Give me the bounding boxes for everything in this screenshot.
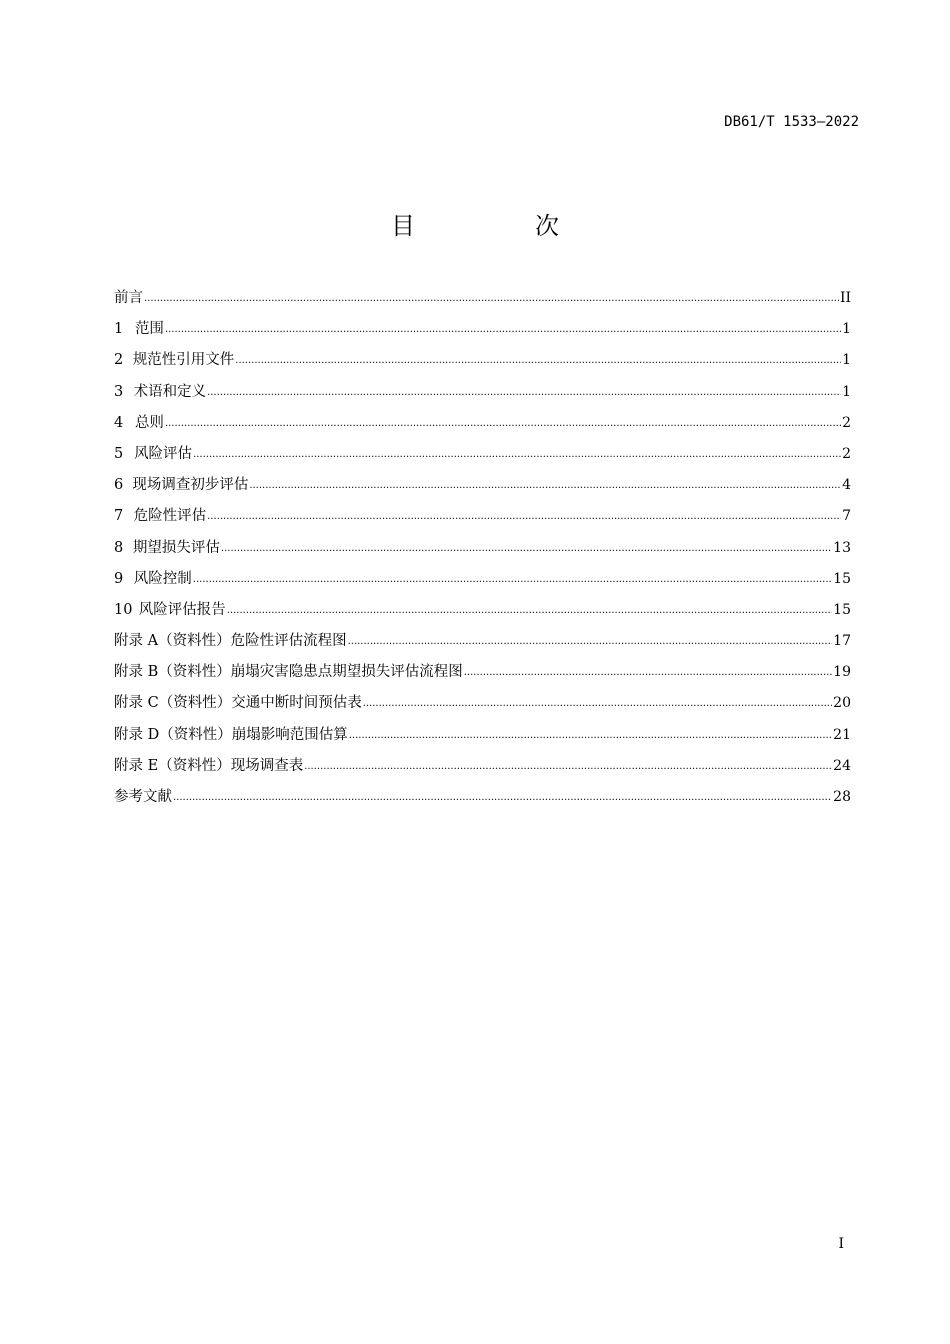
toc-entry-page: 17 — [833, 633, 851, 650]
toc-entry-page: 13 — [833, 539, 851, 556]
toc-entry-page: 1 — [842, 383, 851, 400]
toc-dot-leader — [464, 663, 832, 679]
toc-entry-label: 现场调查表 — [230, 757, 304, 774]
toc-entry-label: 崩塌灾害隐患点期望损失评估流程图 — [230, 664, 463, 681]
toc-entry[interactable] — [114, 380, 851, 411]
toc-entry-number: 6 — [114, 477, 124, 494]
toc-entry-page: 15 — [833, 601, 851, 618]
toc-entry-label: 范围 — [134, 321, 164, 338]
toc-entry-number: 2 — [114, 352, 124, 369]
toc-dot-leader — [144, 289, 839, 305]
toc-entry[interactable] — [114, 660, 851, 691]
toc-dot-leader — [221, 539, 832, 555]
toc-entry-label: 危险性评估流程图 — [230, 633, 347, 650]
toc-dot-leader — [235, 351, 841, 367]
toc-entry[interactable] — [114, 317, 851, 348]
toc-entry[interactable] — [114, 629, 851, 660]
page-number: I — [838, 1236, 844, 1252]
toc-entry-label: 现场调查初步评估 — [132, 477, 249, 494]
toc-dot-leader — [227, 601, 832, 617]
toc-entry[interactable] — [114, 691, 851, 722]
toc-entry[interactable] — [114, 754, 851, 785]
toc-entry[interactable] — [114, 442, 851, 473]
toc-entry[interactable] — [114, 473, 851, 504]
toc-dot-leader — [363, 694, 832, 710]
table-of-contents — [114, 286, 851, 816]
toc-entry-page: II — [839, 290, 851, 306]
toc-dot-leader — [173, 788, 832, 804]
toc-entry-number: 8 — [114, 539, 124, 556]
toc-entry[interactable] — [114, 723, 851, 754]
toc-entry-number: 附录 C（资料性） — [114, 695, 232, 712]
toc-entry-number: 附录 B（资料性） — [114, 664, 231, 681]
toc-dot-leader — [193, 570, 832, 586]
toc-dot-leader — [349, 726, 832, 742]
toc-dot-leader — [165, 320, 841, 336]
toc-entry[interactable] — [114, 536, 851, 567]
toc-entry[interactable] — [114, 567, 851, 598]
toc-entry-label: 参考文献 — [114, 789, 172, 805]
toc-entry-label: 总则 — [134, 414, 164, 431]
toc-entry-label: 规范性引用文件 — [132, 352, 235, 369]
toc-entry-label: 交通中断时间预估表 — [231, 695, 362, 712]
toc-entry-number: 10 — [114, 601, 133, 618]
toc-entry-page: 2 — [842, 414, 851, 431]
toc-entry-label: 期望损失评估 — [132, 539, 220, 556]
toc-entry[interactable] — [114, 504, 851, 535]
toc-dot-leader — [193, 445, 841, 461]
toc-entry-label: 危险性评估 — [133, 508, 207, 525]
toc-entry-label: 风险评估报告 — [138, 601, 226, 618]
toc-entry[interactable] — [114, 286, 851, 317]
toc-entry[interactable] — [114, 598, 851, 629]
standard-code: DB61/T 1533—2022 — [724, 114, 859, 130]
toc-entry-number: 附录 D（资料性） — [114, 726, 232, 743]
toc-entry-page: 1 — [842, 352, 851, 369]
toc-entry-number: 7 — [114, 508, 124, 525]
toc-entry-page: 19 — [833, 664, 851, 681]
page-title: 目 次 — [391, 212, 607, 240]
toc-entry-page: 20 — [833, 695, 851, 712]
toc-entry-number: 5 — [114, 445, 124, 462]
toc-entry-label: 前言 — [114, 290, 143, 306]
toc-entry-page: 1 — [842, 321, 851, 338]
toc-entry-label: 崩塌影响范围估算 — [231, 726, 348, 743]
toc-entry[interactable] — [114, 411, 851, 442]
toc-dot-leader — [207, 383, 841, 399]
toc-dot-leader — [165, 414, 841, 430]
toc-entry[interactable] — [114, 348, 851, 379]
toc-entry-page: 15 — [833, 570, 851, 587]
toc-dot-leader — [348, 632, 833, 648]
toc-entry-label: 风险评估 — [134, 445, 193, 462]
toc-entry-number: 附录 A（资料性） — [114, 633, 231, 650]
toc-entry-page: 2 — [842, 445, 851, 462]
toc-entry-label: 风险控制 — [133, 570, 192, 587]
toc-entry-number: 3 — [114, 383, 124, 400]
toc-entry-label: 术语和定义 — [133, 383, 207, 400]
toc-entry-page: 21 — [833, 726, 851, 743]
toc-entry-page: 4 — [842, 477, 851, 494]
toc-entry-number: 1 — [114, 321, 124, 338]
toc-entry-number: 4 — [114, 414, 124, 431]
toc-dot-leader — [207, 507, 841, 523]
toc-dot-leader — [249, 476, 841, 492]
toc-entry-number: 附录 E（资料性） — [114, 757, 231, 774]
toc-dot-leader — [304, 757, 832, 773]
toc-entry-page: 24 — [833, 757, 851, 774]
toc-entry-page: 28 — [833, 789, 851, 805]
toc-entry-page: 7 — [842, 508, 851, 525]
toc-entry-number: 9 — [114, 570, 124, 587]
toc-entry[interactable] — [114, 785, 851, 816]
